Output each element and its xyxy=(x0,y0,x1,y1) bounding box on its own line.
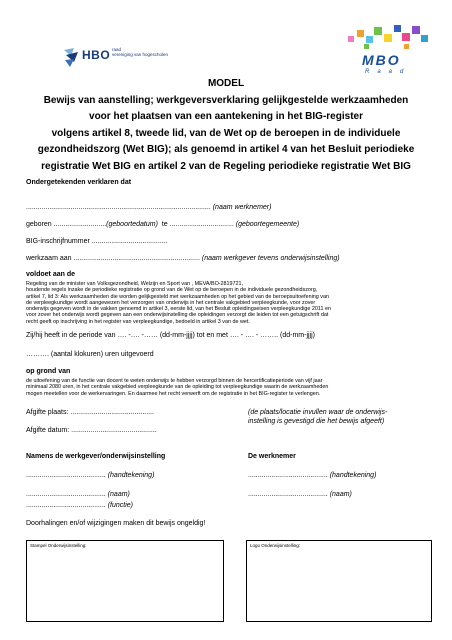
hbo-logo-subtext: raad vereniging van hogescholen xyxy=(112,47,169,57)
period-field[interactable]: Zij/hij heeft in de periode van …. -…. -…… (dd-mm-jjjj) tot en met …. - …. - …….. (dd-mm-jjjj) xyxy=(26,332,315,339)
hours-field[interactable]: ………. (aantal klokuren) uren uitgevoerd xyxy=(26,351,154,358)
employee-name-field[interactable]: ............................................................................................... (naam werknemer) xyxy=(26,204,272,211)
meets-heading: voldoet aan de xyxy=(26,271,76,278)
invalidation-warning: Doorhalingen en/of wijzigingen maken dit bewijs ongeldig! xyxy=(26,520,206,527)
basis-heading: op grond van xyxy=(26,368,71,375)
title-model: MODEL xyxy=(207,78,245,89)
document-title xyxy=(0,76,452,175)
employee-name-sign-field[interactable]: ......................................... (naam) xyxy=(248,491,352,498)
mbo-raad-logo xyxy=(334,22,434,84)
hbo-logo-emblem-icon xyxy=(62,46,82,68)
big-number-field[interactable]: BIG-inschrijfnummer ....................................... xyxy=(26,238,168,245)
employer-name-field[interactable]: ......................................... (naam) xyxy=(26,491,130,498)
title-line-4: gezondheidszorg (Wet BIG); als genoemd in artikel 4 van het Besluit periodieke xyxy=(37,144,415,155)
logo-box-label: Logo Onderwijsinstelling: xyxy=(250,543,301,548)
employer-field[interactable]: werkzaam aan ................................................................. (naam werkgever tevens onderwijsinstelling) xyxy=(26,255,340,262)
stamp-box[interactable] xyxy=(26,540,224,622)
issue-date-field[interactable]: Afgifte datum: ............................................ xyxy=(26,427,157,434)
employer-signature-heading: Namens de werkgever/onderwijsinstelling xyxy=(26,453,166,460)
birth-field[interactable]: geboren ...........................(geboortedatum) te ................................. (geboortegemeente) xyxy=(26,221,300,228)
logo-box[interactable] xyxy=(246,540,432,622)
regulation-text: Regeling van de minister van Volksgezondheid, Welzijn en Sport van , MEVA/BO-2819721, houdende regels inzake de periodieke registratie op grond van de Wet op de beroepen in de individuele gezondheidszorg, artikel 7, lid 3: Als werkzaamheden die worden gelijkgesteld met werkzaamheden op het gebied van de beroepsuitoefening van de verpleegkundige wordt aangewezen het verzorgen van onderwijs in het centrale vakgebied verpleegkunde, voor zover onderwijs gegeven wordt in de vakken genoemd in artikel 3, eerste lid, van het Besluit opleidingseisen verpleegkundige 2011 en voor zover het onderwijs wordt gegeven aan een onderwijsinstelling die opleidingen verzorgt die leiden tot een getuigschrift dat recht geeft op inschrijving in het register van verpleegkundige, bedoeld in artikel 3 van de wet. xyxy=(26,281,331,325)
employer-function-field[interactable]: ......................................... (functie) xyxy=(26,502,133,509)
title-line-5: registratie Wet BIG en artikel 2 van de Regeling periodieke registratie Wet BIG xyxy=(41,160,411,172)
hbo-logo-text: HBO xyxy=(82,48,111,62)
employee-signature-heading: De werknemer xyxy=(248,453,296,460)
stamp-box-label: Stampel Onderwijsinstelling: xyxy=(30,543,87,548)
mbo-logo-squares-icon xyxy=(344,22,434,52)
mbo-logo-text: MBO xyxy=(362,52,401,68)
mbo-logo-raad-text: Raad xyxy=(365,69,412,75)
employee-signature-field[interactable]: ......................................... (handtekening) xyxy=(248,472,377,479)
hbo-raad-logo xyxy=(60,44,200,70)
basis-text: de uitoefening van de functie van docent te weten onderwijs te hebben verzorgd binnen de hercertificatieperiode van vijf jaar minimaal 2080 uren, in het centrale vakgebied verpleegkunde van de opleiding tot verpleegkundige waarin de werkzaamheden mogen meetellen voor de werkervaringen. En daarmee het recht verwerft om de registratie in het BIG-register te verlengen. xyxy=(26,378,329,397)
issue-place-note: (de plaats/locatie invullen waar de onderwijs- instelling is gevestigd die het bewijs afgeeft) xyxy=(248,409,388,425)
employer-signature-field[interactable]: ......................................... (handtekening) xyxy=(26,472,155,479)
title-line-1: Bewijs van aanstelling; werkgeversverklaring gelijkgestelde werkzaamheden xyxy=(43,94,409,106)
issue-place-field[interactable]: Afgifte plaats: ........................................... xyxy=(26,409,155,416)
title-line-2: voor het plaatsen van een aantekening in het BIG-register xyxy=(89,111,363,122)
declaration-heading: Ondergetekenden verklaren dat xyxy=(26,179,132,186)
title-line-3: volgens artikel 8, tweede lid, van de Wet op de beroepen in de individuele xyxy=(51,127,401,139)
